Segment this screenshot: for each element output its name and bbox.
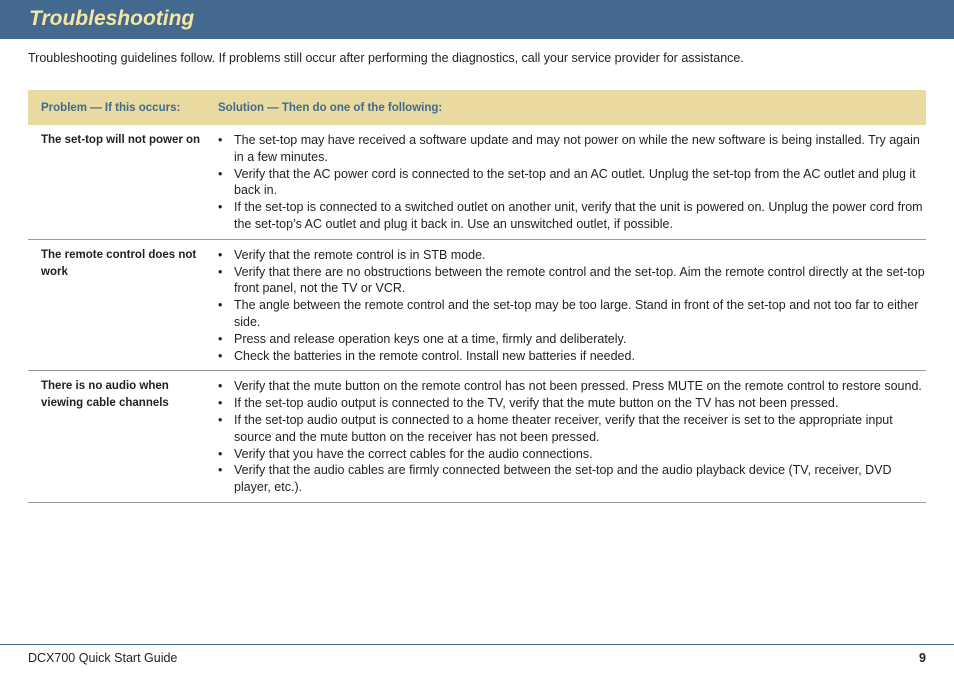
problem-cell: There is no audio when viewing cable channels: [41, 380, 169, 410]
solution-list: [218, 247, 926, 365]
bullet-icon: •: [218, 396, 223, 411]
solution-item: • The set-top may have received a software update and may not power on while the new software is being installed. Try again in a few minutes.: [218, 133, 920, 164]
solution-item: • Verify that there are no obstructions between the remote control and the set-top. Aim the remote control directly at the set-top front panel, not the TV or VCR.: [218, 264, 925, 296]
bullet-icon: •: [218, 298, 223, 313]
footer-guide-title: DCX700 Quick Start Guide: [28, 651, 178, 665]
solution-item: • Press and release operation keys one at a time, firmly and deliberately.: [218, 331, 627, 346]
solution-item: • The angle between the remote control and the set-top may be too large. Stand in front of the set-top and not too far to either side.: [218, 298, 919, 329]
solution-item: • Verify that you have the correct cables for the audio connections.: [218, 446, 593, 461]
page-title: Troubleshooting: [29, 7, 195, 30]
problem-cell: The set-top will not power on: [41, 134, 201, 146]
solution-item: • If the set-top audio output is connected to the TV, verify that the mute button on the TV has not been pressed.: [218, 396, 839, 411]
bullet-icon: •: [218, 247, 223, 262]
bullet-icon: •: [218, 348, 223, 363]
bullet-icon: •: [218, 200, 223, 215]
bullet-icon: •: [218, 133, 223, 147]
bullet-icon: •: [218, 412, 223, 427]
solution-item: • If the set-top audio output is connected to a home theater receiver, verify that the receiver is set to the appropriate input source and the mute button on the receiver has not been pressed.: [218, 412, 893, 444]
column-header-solution: Solution — Then do one of the following:: [218, 101, 443, 114]
footer-divider: [0, 644, 954, 645]
troubleshooting-table: [28, 90, 926, 503]
table-row: [28, 240, 926, 372]
solution-list: [218, 378, 926, 496]
column-header-problem: Problem — If this occurs:: [41, 101, 181, 114]
intro-text: Troubleshooting guidelines follow. If problems still occur after performing the diagnostics, call your service provider for assistance.: [28, 51, 744, 65]
problem-cell: The remote control does not work: [41, 248, 197, 278]
solution-item: • Verify that the remote control is in STB mode.: [218, 247, 486, 262]
bullet-icon: •: [218, 446, 223, 461]
table-row: [28, 125, 926, 240]
solution-item: • Verify that the audio cables are firmly connected between the set-top and the audio playback device (TV, receiver, DVD player, etc.).: [218, 463, 892, 495]
solution-item: • If the set-top is connected to a switched outlet on another unit, verify that the unit is powered on. Unplug the power cord from the set-top’s AC outlet and plug it back in. Use an unswitched outlet, if possible.: [218, 200, 923, 231]
bullet-icon: •: [218, 166, 223, 181]
bullet-icon: •: [218, 264, 223, 279]
title-bar: [0, 0, 954, 39]
page-number: 9: [919, 651, 926, 665]
bullet-icon: •: [218, 463, 223, 478]
solution-item: • Verify that the mute button on the remote control has not been pressed. Press MUTE on the remote control to restore sound.: [218, 379, 922, 394]
table-row: [28, 371, 926, 503]
solution-item: • Check the batteries in the remote control. Install new batteries if needed.: [218, 348, 635, 363]
solution-item: • Verify that the AC power cord is connected to the set-top and an AC outlet. Unplug the set-top from the AC outlet and plug it back in.: [218, 166, 916, 198]
bullet-icon: •: [218, 379, 223, 394]
table-header: [28, 90, 926, 125]
solution-list: [218, 132, 926, 233]
bullet-icon: •: [218, 331, 223, 346]
